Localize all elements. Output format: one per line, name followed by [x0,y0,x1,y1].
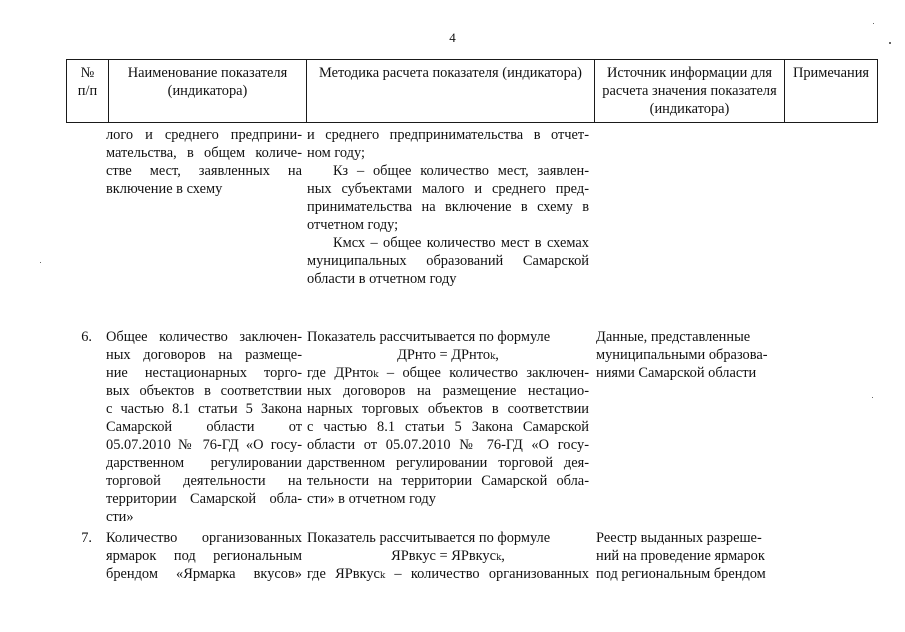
row-6-method-line: нарных торговых объектов в соответствии [307,401,589,417]
row-6-method-line: области от 05.07.2010 № 76-ГД «О госу- [307,437,589,453]
header-col-number: № п/п [67,60,109,122]
row-7-source-line: ний на проведение ярмарок [596,548,765,564]
row-6-method-line: Показатель рассчитывается по формуле [307,329,551,345]
cont-method-line: принимательства на включение в схему в [307,199,589,215]
row-6-name-line: Общее количество заключен- [106,329,302,345]
row-6-method-line: ных договоров на размещение нестацио- [307,383,589,399]
row-7-source-line: Реестр выданных разреше- [596,530,762,546]
row-6-name-line: Самарской области от [106,419,302,435]
cont-method-line: области в отчетном году [307,271,457,287]
row-7-source-cell [596,529,782,583]
row-6-method-line: с частью 8.1 статьи 5 Закона Самарской [307,419,589,435]
cont-method-line: ном году; [307,145,365,161]
row-7-name-line: брендом «Ярмарка вкусов» [106,566,302,582]
cont-method-line: муниципальных образований Самарской [307,253,589,269]
row-6-source-line: муниципальными образова- [596,347,768,363]
cont-name-line: включение в схему [106,181,223,197]
header-col-name: Наименование показателя (индикатора) [109,60,307,122]
row-6-name-line: сти» [106,509,134,525]
row-6-name-cell [106,328,302,526]
cont-method-cell [307,126,589,288]
page-number: 4 [449,30,456,45]
row-6-method-line: дарственном регулировании торговой дея- [307,455,589,471]
row-7-method-line: где ЯРвкусₖ – количество организованных [307,566,589,582]
row-7-method-cell [307,529,589,583]
row-6-name-line: ных договоров на размеще- [106,347,302,363]
row-6-name-line: территории Самарской обла- [106,491,302,507]
row-6-number: 6. [81,329,92,345]
scan-speck [873,23,874,24]
cont-method-line: Кз – общее количество мест, заявлен- [333,163,589,179]
row-6-name-line: торговой деятельности на [106,473,302,489]
header-col-source: Источник информации для расчета значения показателя (индикатора) [595,60,785,122]
scan-speck [889,42,891,44]
row-6-formula: ДРнто = ДРнтоₖ, [397,347,499,363]
row-7-number: 7. [81,530,92,546]
header-col-note: Примечания [792,65,870,81]
cont-method-line: Кмсх – общее количество мест в схемах [333,235,589,251]
cont-name-line: стве мест, заявленных на [106,163,302,179]
cont-method-line: и среднего предпринимательства в отчет- [307,127,589,143]
cont-name-cell [106,126,302,198]
row-6-name-line: 05.07.2010 № 76-ГД «О госу- [106,437,302,453]
row-6-method-line: сти» в отчетном году [307,491,436,507]
row-7-name-cell [106,529,302,583]
row-7-source-line: под региональным брендом [596,566,766,582]
row-6-name-line: вых объектов в соответствии [106,383,302,399]
row-7-name-line: ярмарок под региональным [106,548,302,564]
row-7-formula: ЯРвкус = ЯРвкусₖ, [391,548,505,564]
cont-name-line: мательства, в общем количе- [106,145,302,161]
row-6-source-cell [596,328,782,382]
row-6-method-cell [307,328,589,508]
row-6-method-line: тельности на территории Самарской обла- [307,473,589,489]
table-header [66,59,878,123]
row-6-name-line: с частью 8.1 статьи 5 Закона [106,401,302,417]
row-6-name-line: дарственном регулировании [106,455,302,471]
row-6-name-line: ние нестационарных торго- [106,365,302,381]
row-6-source-line: ниями Самарской области [596,365,757,381]
cont-name-line: лого и среднего предприни- [106,127,302,143]
scan-speck [872,397,873,398]
row-6-source-line: Данные, представленные [596,329,751,345]
row-7-name-line: Количество организованных [106,530,302,546]
row-7-method-line: Показатель рассчитывается по формуле [307,530,551,546]
row-6-method-line: где ДРнтоₖ – общее количество заключен- [307,365,589,381]
cont-method-line: отчетном году; [307,217,399,233]
scan-speck [40,262,41,263]
header-col-method: Методика расчета показателя (индикатора) [307,60,595,122]
cont-method-line: ных субъектами малого и среднего пред- [307,181,589,197]
